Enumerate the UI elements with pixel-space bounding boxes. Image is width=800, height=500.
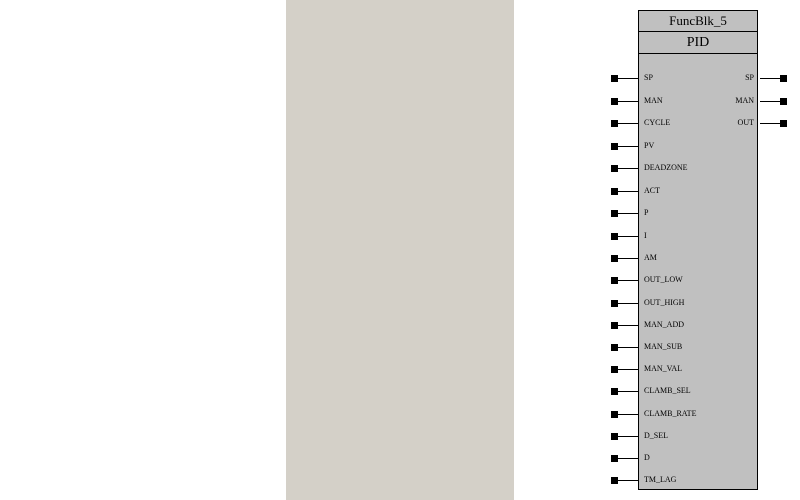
block-instance-name[interactable]: FuncBlk_5 (639, 11, 757, 32)
input-pin-row[interactable] (639, 475, 759, 487)
connector-line[interactable] (618, 436, 638, 437)
input-pin-row[interactable] (639, 141, 759, 153)
connector-line[interactable] (618, 414, 638, 415)
terminal-square-icon[interactable] (611, 477, 618, 484)
input-pin-label: AM (644, 253, 657, 262)
connector-line[interactable] (618, 78, 638, 79)
connector-line[interactable] (618, 101, 638, 102)
terminal-square-icon[interactable] (611, 433, 618, 440)
terminal-square-icon[interactable] (611, 455, 618, 462)
input-pin-row[interactable] (639, 275, 759, 287)
output-pin-row[interactable] (639, 96, 759, 108)
input-pin-row[interactable] (639, 320, 759, 332)
input-pin-label: D (644, 453, 650, 462)
output-pin-label: OUT (737, 118, 754, 127)
terminal-square-icon[interactable] (611, 75, 618, 82)
input-pin-label: D_SEL (644, 431, 668, 440)
connector-line[interactable] (618, 168, 638, 169)
input-pin-label: PV (644, 141, 655, 150)
input-pin-row[interactable] (639, 231, 759, 243)
terminal-square-icon[interactable] (780, 120, 787, 127)
connector-line[interactable] (760, 123, 780, 124)
terminal-square-icon[interactable] (611, 233, 618, 240)
input-pin-label: MAN_VAL (644, 364, 683, 373)
input-pin-label: TM_LAG (644, 475, 677, 484)
input-pin-row[interactable] (639, 342, 759, 354)
connector-line[interactable] (618, 123, 638, 124)
input-pin-row[interactable] (639, 186, 759, 198)
connector-line[interactable] (618, 191, 638, 192)
connector-line[interactable] (618, 236, 638, 237)
input-pin-label: OUT_HIGH (644, 298, 685, 307)
input-pin-label: I (644, 231, 647, 240)
terminal-square-icon[interactable] (780, 75, 787, 82)
input-pin-row[interactable] (639, 208, 759, 220)
terminal-square-icon[interactable] (780, 98, 787, 105)
output-pin-label: SP (745, 73, 754, 82)
connector-line[interactable] (618, 369, 638, 370)
connector-line[interactable] (618, 258, 638, 259)
terminal-square-icon[interactable] (611, 366, 618, 373)
input-pin-row[interactable] (639, 253, 759, 265)
connector-line[interactable] (618, 213, 638, 214)
input-pin-row[interactable] (639, 386, 759, 398)
connector-line[interactable] (618, 303, 638, 304)
input-pin-label: MAN (644, 96, 663, 105)
terminal-square-icon[interactable] (611, 300, 618, 307)
terminal-square-icon[interactable] (611, 344, 618, 351)
input-pin-label: MAN_SUB (644, 342, 683, 351)
function-block-pid[interactable] (638, 10, 758, 490)
terminal-square-icon[interactable] (611, 322, 618, 329)
block-type-name: PID (639, 32, 757, 54)
connector-line[interactable] (618, 391, 638, 392)
input-pin-label: SP (644, 73, 653, 82)
input-pin-row[interactable] (639, 298, 759, 310)
input-pin-label: ACT (644, 186, 660, 195)
connector-line[interactable] (618, 480, 638, 481)
connector-line[interactable] (618, 325, 638, 326)
input-pin-label: CLAMB_RATE (644, 409, 697, 418)
terminal-square-icon[interactable] (611, 210, 618, 217)
output-pin-label: MAN (735, 96, 754, 105)
input-pin-row[interactable] (639, 409, 759, 421)
input-pin-label: CLAMB_SEL (644, 386, 691, 395)
input-pin-label: P (644, 208, 649, 217)
input-pin-label: DEADZONE (644, 163, 688, 172)
input-pin-row[interactable] (639, 453, 759, 465)
terminal-square-icon[interactable] (611, 277, 618, 284)
editor-workspace[interactable] (286, 0, 754, 500)
terminal-square-icon[interactable] (611, 120, 618, 127)
input-pin-row[interactable] (639, 163, 759, 175)
terminal-square-icon[interactable] (611, 165, 618, 172)
input-pin-label: MAN_ADD (644, 320, 684, 329)
input-pin-label: CYCLE (644, 118, 671, 127)
input-pin-row[interactable] (639, 431, 759, 443)
connector-line[interactable] (760, 101, 780, 102)
connector-line[interactable] (618, 280, 638, 281)
connector-line[interactable] (618, 146, 638, 147)
terminal-square-icon[interactable] (611, 388, 618, 395)
terminal-square-icon[interactable] (611, 143, 618, 150)
terminal-square-icon[interactable] (611, 255, 618, 262)
output-pin-row[interactable] (639, 118, 759, 130)
terminal-square-icon[interactable] (611, 98, 618, 105)
input-pin-row[interactable] (639, 364, 759, 376)
terminal-square-icon[interactable] (611, 411, 618, 418)
connector-line[interactable] (618, 458, 638, 459)
connector-line[interactable] (618, 347, 638, 348)
input-pin-label: OUT_LOW (644, 275, 683, 284)
connector-line[interactable] (760, 78, 780, 79)
terminal-square-icon[interactable] (611, 188, 618, 195)
output-pin-row[interactable] (639, 73, 759, 85)
